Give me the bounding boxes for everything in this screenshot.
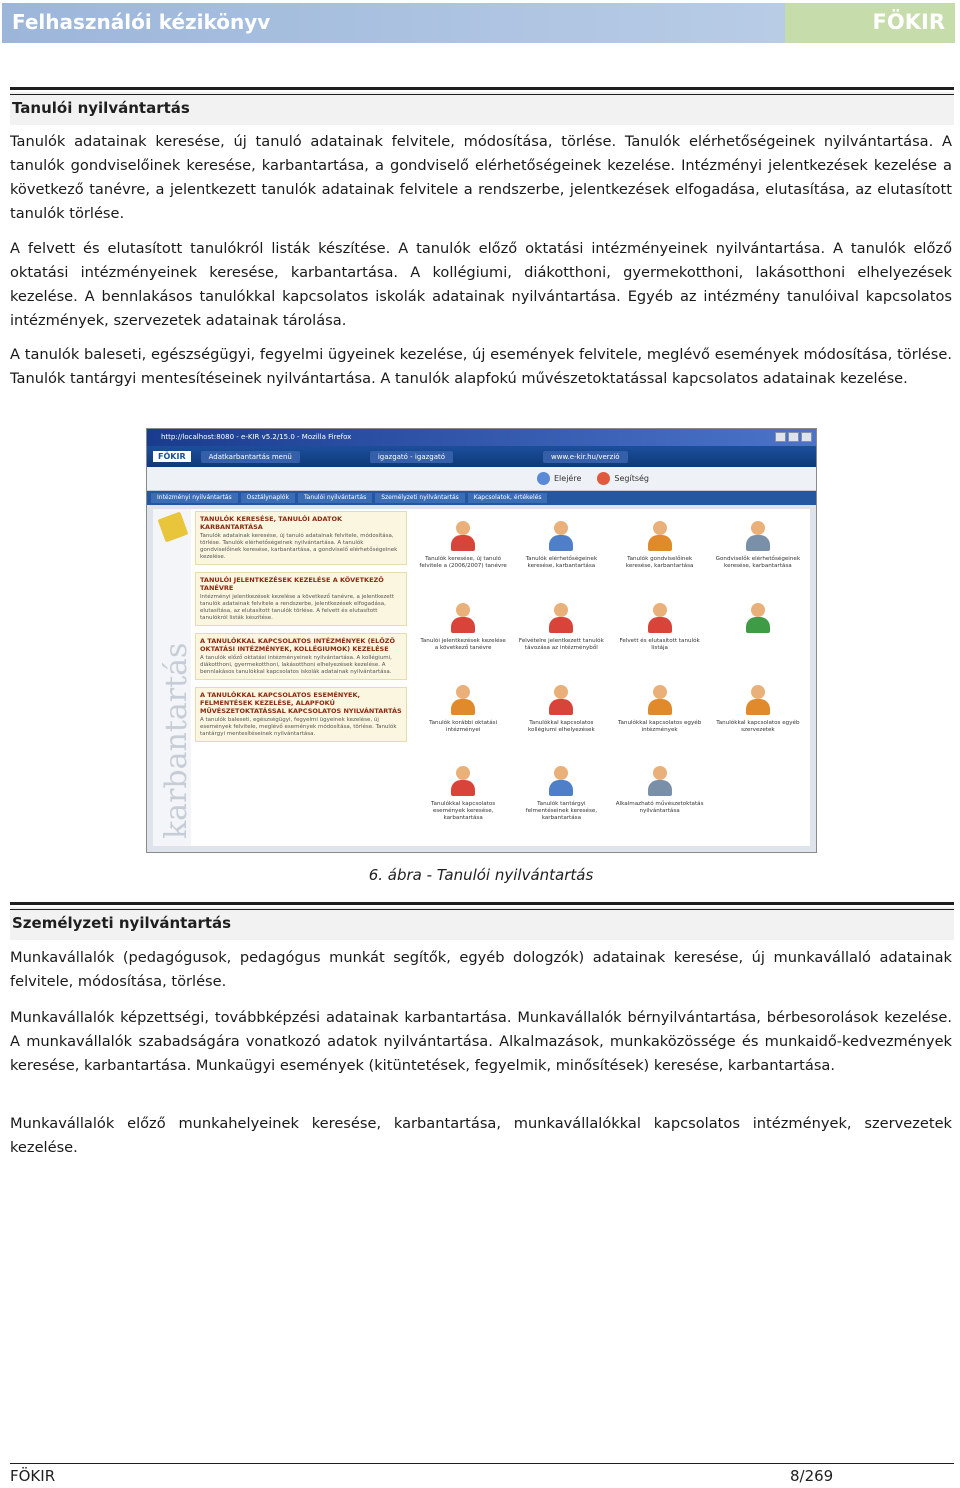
menu-tile[interactable] <box>612 597 708 677</box>
user-icon <box>546 766 576 798</box>
brand-label: FÖKIR <box>785 3 955 43</box>
window-buttons <box>775 429 816 446</box>
tile-label: Tanulókkal kapcsolatos egyéb intézmények <box>618 719 702 733</box>
menu-tile[interactable] <box>513 597 609 677</box>
home-icon <box>537 472 550 485</box>
browser-title-bar <box>147 429 816 446</box>
menu-tile[interactable] <box>612 679 708 759</box>
figure-caption: 6. ábra - Tanulói nyilvántartás <box>368 866 594 884</box>
menu-item[interactable]: Tanulói nyilvántartás <box>298 493 372 503</box>
menu-tile[interactable] <box>415 679 511 759</box>
user-icon <box>645 685 675 717</box>
side-word: karbantartás <box>159 642 194 839</box>
user-icon <box>546 603 576 635</box>
section-heading-tanuloi: Tanulói nyilvántartás <box>10 92 954 125</box>
menu-tile[interactable] <box>415 760 511 840</box>
tile-label: Tanulók keresése, új tanuló felvitele a (2006/2007) tanévre <box>419 556 507 569</box>
tile-label: Tanulók tantárgyi felmentéseinek keresése, karbantartása <box>525 801 598 822</box>
description-block: TANULÓK KERESÉSE, TANULÓI ADATOK KARBANTARTÁSA Tanulók adatainak keresése, új tanuló adatainak felvitele, módosítása, törlése. Tanulók elérhetőségeinek nyilvántartása. A tanulók gondviselőinek keresése, karbantartása, a gondviselő elérhetőségeinek kezelése. <box>195 511 407 565</box>
app-bar <box>147 446 816 467</box>
tile-label: Tanulókkal kapcsolatos egyéb szervezetek <box>716 719 800 733</box>
app-version: www.e-kir.hu/verzió <box>543 451 628 463</box>
user-icon <box>645 521 675 553</box>
menu-tile[interactable] <box>415 597 511 677</box>
user-icon <box>546 521 576 553</box>
menu-tile <box>710 760 806 840</box>
page-header <box>2 3 955 43</box>
tile-label: Tanulókkal kapcsolatos események keresése, karbantartása <box>431 801 496 822</box>
user-icon <box>546 685 576 717</box>
paragraph: Munkavállalók képzettségi, továbbképzési adatainak karbantartása. Munkavállalók bérnyilvántartása, bérbesorolások kezelése. A munkavállalók szabadságára vonatkozó adatok nyilvántartása. Alkalmazások, munkaközössége és munkaidő-kedvezmények keresése, karbantartása. Munkaügyi események (kitüntetések, fegyelmik, minősítések) keresése, karbantartása. <box>10 1009 952 1074</box>
menu-item[interactable]: Intézményi nyilvántartás <box>151 493 238 503</box>
minimize-icon[interactable] <box>775 432 786 442</box>
tile-label: Tanulók elérhetőségeinek keresése, karbantartása <box>525 556 598 569</box>
browser-title: http://localhost:8080 - e-KIR v5.2/15.0 - Mozilla Firefox <box>161 433 352 441</box>
menu-tile[interactable] <box>612 515 708 595</box>
paragraph: A tanulók baleseti, egészségügyi, fegyelmi ügyeinek kezelése, új események felvitele, meglévő események módosítása, törlése. Tanulók tantárgyi mentesítéseinek nyilvántartása. A tanulók alapfokú művészetoktatással kapcsolatos adatainak kezelése. <box>10 346 952 387</box>
paragraph: Munkavállalók előző munkahelyeinek keresése, karbantartása, munkavállalókkal kapcsolatos intézmények, szervezetek kezelése. <box>10 1115 952 1156</box>
description-block: A TANULÓKKAL KAPCSOLATOS ESEMÉNYEK, FELMENTÉSEK KEZELÉSE, ALAPFOKÚ MŰVÉSZETOKTATÁSSAL KAPCSOLATOS NYILVÁNTARTÁS A tanulók baleseti, egészségügyi, fegyelmi ügyeinek kezelése, új események felvitele, meglévő események módosítása, törlése. Tanulók tantárgyi mentesítéseinek nyilvántartása. <box>195 687 407 742</box>
paragraph: Tanulók adatainak keresése, új tanuló adatainak felvitele, módosítása, törlése. Tanulók elérhetőségeinek nyilvántartása. A tanulók gondviselőinek keresése, karbantartása, a gondviselő elérhetőségeinek kezelése. Intézményi jelentkezések kezelése a következő tanévre, a jelentkezett tanulók adatainak felvitele a rendszerbe, jelentkezések elfogadása, elutasítása, az elutasított tanulók törlése. <box>10 133 952 222</box>
description-column <box>191 509 411 846</box>
section-heading-szemelyzeti: Személyzeti nyilvántartás <box>10 907 954 940</box>
menu-tile[interactable] <box>513 679 609 759</box>
user-icon <box>448 603 478 635</box>
tile-label: Tanulók gondviselőinek keresése, karbantartása <box>625 556 694 569</box>
user-icon <box>448 766 478 798</box>
menu-item[interactable]: Osztálynaplók <box>241 493 295 503</box>
user-icon <box>448 521 478 553</box>
tile-label: Tanulói jelentkezések kezelése a következő tanévre <box>420 637 506 651</box>
figure-screenshot <box>146 428 817 853</box>
description-block: TANULÓI JELENTKEZÉSEK KEZELÉSE A KÖVETKEZŐ TANÉVRE Intézményi jelentkezések kezelése a következő tanévre, a jelentkezett tanulók adatainak felvitele a rendszerbe, jelentkezések elfogadása, elutasítása, az elutasított tanulók törlése. A felvett és elutasított tanulókról listák készítése. <box>195 572 407 626</box>
tile-label: Felvett és elutasított tanulók listája <box>619 637 700 651</box>
app-module: Adatkarbantartás menü <box>201 451 300 463</box>
pencil-icon <box>158 512 189 543</box>
side-strip <box>153 509 194 846</box>
menu-tile[interactable] <box>415 515 511 595</box>
menu-tile[interactable] <box>612 760 708 840</box>
menu-tile[interactable] <box>513 515 609 595</box>
app-menu <box>147 491 816 505</box>
close-icon[interactable] <box>801 432 812 442</box>
user-icon <box>743 685 773 717</box>
manual-title: Felhasználói kézikönyv <box>2 3 785 43</box>
app-user: igazgató - igazgató <box>370 451 453 463</box>
paragraph: Munkavállalók (pedagógusok, pedagógus munkát segítők, egyéb dologzók) adatainak keresése, új munkavállaló adatainak felvitele, módosítása, törlése. <box>10 949 952 990</box>
maximize-icon[interactable] <box>788 432 799 442</box>
tile-label: Tanulókkal kapcsolatos kollégiumi elhelyezések <box>528 719 595 733</box>
footer-brand: FÖKIR <box>10 1467 56 1485</box>
tile-label: Tanulók korábbi oktatási intézményei <box>429 719 498 733</box>
description-block: A TANULÓKKAL KAPCSOLATOS INTÉZMÉNYEK (ELŐZŐ OKTATÁSI INTÉZMÉNYEK, KOLLÉGIUMOK) KEZELÉSE A tanulók előző oktatási intézményeinek nyilvántartása. A kollégiumi, diákotthoni, gyermekotthoni, lakásotthoni elhelyezések kezelése. A bennlakásos tanulókkal kapcsolatos iskolák adatainak nyilvántartása. <box>195 633 407 680</box>
tile-grid <box>411 509 810 846</box>
home-button[interactable]: Elejére <box>537 472 581 485</box>
app-content <box>153 509 810 846</box>
page-number: 8/269 <box>790 1467 834 1485</box>
paragraph: A felvett és elutasított tanulókról listák készítése. A tanulók előző oktatási intézményeinek nyilvántartása. A tanulók előző oktatási intézményeinek keresése, karbantartása. A kollégiumi, diákotthoni, gyermekotthoni, lakásotthoni elhelyezések kezelése. A bennlakásos tanulókkal kapcsolatos iskolák adatainak nyilvántartása. Egyéb az intézmény tanulóival kapcsolatos intézmények, szervezetek adatainak tárolása. <box>10 240 952 329</box>
app-toolbar <box>147 467 816 491</box>
menu-item[interactable]: Személyzeti nyilvántartás <box>375 493 465 503</box>
tile-label: Alkalmazható művészetoktatás nyilvántartása <box>615 801 704 815</box>
menu-item[interactable]: Kapcsolatok, értékelés <box>468 493 548 503</box>
user-icon <box>448 685 478 717</box>
user-icon <box>645 603 675 635</box>
menu-tile[interactable] <box>710 515 806 595</box>
app-logo: FÖKIR <box>153 451 191 462</box>
menu-tile[interactable] <box>710 679 806 759</box>
help-button[interactable]: Segítség <box>597 472 649 485</box>
user-icon <box>645 766 675 798</box>
user-icon <box>743 521 773 553</box>
help-icon <box>597 472 610 485</box>
tile-label: Gondviselők elérhetőségeinek keresése, karbantartása <box>715 556 801 569</box>
user-icon <box>743 603 773 635</box>
menu-tile[interactable] <box>513 760 609 840</box>
footer-divider <box>10 1463 954 1464</box>
tile-label: Felvételre jelentkezett tanulók távozása az intézményből <box>518 637 604 651</box>
menu-tile <box>710 597 806 677</box>
